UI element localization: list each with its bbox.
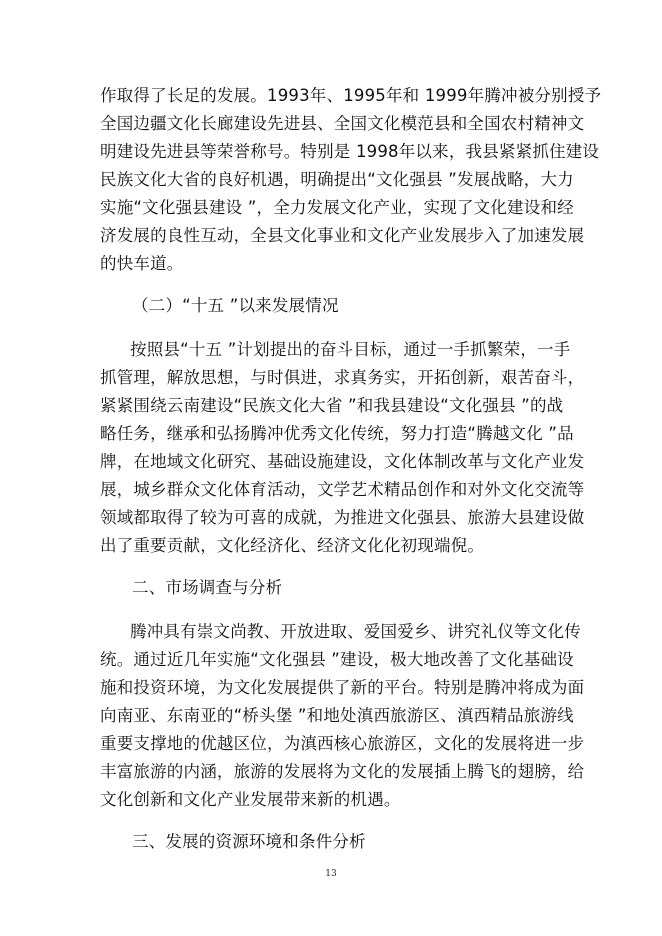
section-heading-3: 二、市场调查与分析 <box>132 578 283 597</box>
page-number: 13 <box>325 869 337 879</box>
paragraph-1-line-6: 济发展的良性互动，全县文化事业和文化产业发展步入了加速发展 <box>100 226 585 245</box>
paragraph-3-line-6: 丰富旅游的内涵，旅游的发展将为文化的发展插上腾飞的翅膀，给 <box>100 762 585 781</box>
paragraph-3-line-2: 统。通过近几年实施“文化强县 ”建设，极大地改善了文化基础设 <box>100 650 574 669</box>
paragraph-1-line-2: 全国边疆文化长廊建设先进县、全国文化模范县和全国农村精神文 <box>100 114 585 133</box>
section-heading-4: 三、发展的资源环境和条件分析 <box>132 832 366 851</box>
paragraph-1-line-7: 的快车道。 <box>100 254 184 273</box>
paragraph-3-line-1: 腾冲具有崇文尚教、开放进取、爱国爱乡、讲究礼仪等文化传 <box>130 622 581 641</box>
paragraph-2-line-1: 按照县“十五 ”计划提出的奋斗目标，通过一手抓繁荣，一手 <box>130 340 571 359</box>
paragraph-1-line-3: 明建设先进县等荣誉称号。特别是 1998年以来，我县紧紧抓住建设 <box>100 142 600 161</box>
paragraph-3-line-3: 施和投资环境，为文化发展提供了新的平台。特别是腾冲将成为面 <box>100 678 585 697</box>
paragraph-3-line-7: 文化创新和文化产业发展带来新的机遇。 <box>100 790 401 809</box>
paragraph-2-line-8: 出了重要贡献，文化经济化、经济文化化初现端倪。 <box>100 536 485 555</box>
paragraph-1-line-5: 实施“文化强县建设 ”，全力发展文化产业，实现了文化建设和经 <box>100 198 574 217</box>
paragraph-2-line-7: 领域都取得了较为可喜的成就，为推进文化强县、旅游大县建设做 <box>100 508 585 527</box>
paragraph-2-line-2: 抓管理，解放思想，与时俱进，求真务实，开拓创新，艰苦奋斗， <box>100 368 585 387</box>
paragraph-1-line-4: 民族文化大省的良好机遇，明确提出“文化强县 ”发展战略，大力 <box>100 170 574 189</box>
paragraph-2-line-5: 牌，在地域文化研究、基础设施建设，文化体制改革与文化产业发 <box>100 452 585 471</box>
paragraph-3-line-5: 重要支撑地的优越区位，为滇西核心旅游区，文化的发展将进一步 <box>100 734 585 753</box>
paragraph-1-line-1: 作取得了长足的发展。1993年、1995年和 1999年腾冲被分别授予 <box>100 86 602 105</box>
paragraph-2-line-4: 略任务，继承和弘扬腾冲优秀文化传统，努力打造“腾越文化 ”品 <box>100 424 574 443</box>
paragraph-3-line-4: 向南亚、东南亚的“桥头堡 ”和地处滇西旅游区、滇西精品旅游线 <box>100 706 574 725</box>
paragraph-2-line-3: 紧紧围绕云南建设“民族文化大省 ”和我县建设“文化强县 ”的战 <box>100 396 564 415</box>
paragraph-2-line-6: 展，城乡群众文化体育活动，文学艺术精品创作和对外文化交流等 <box>100 480 585 499</box>
section-heading-2: （二）“十五 ”以来发展情况 <box>132 296 339 315</box>
